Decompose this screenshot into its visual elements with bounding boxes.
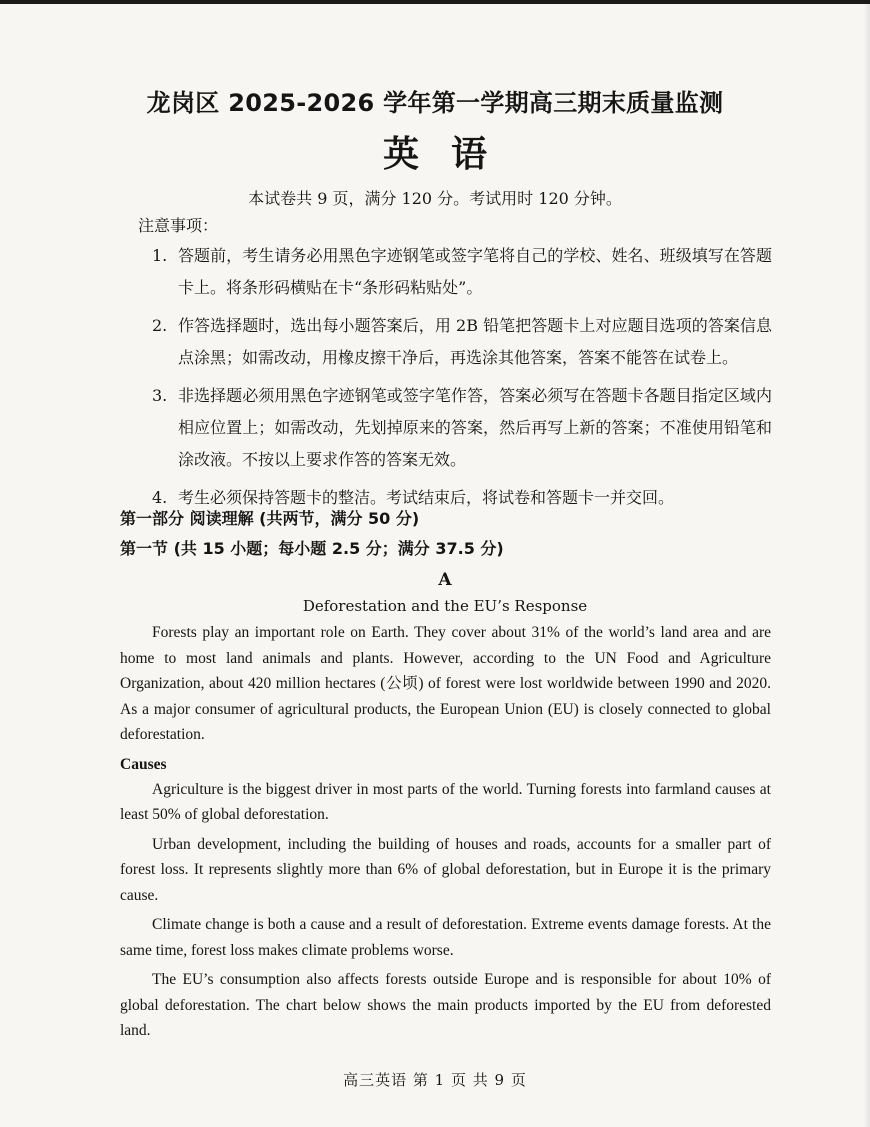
notice-item (152, 380, 772, 476)
notice-item (152, 240, 772, 304)
notice-item-text: 作答选择题时，选出每小题答案后，用 2B 铅笔把答题卡上对应题目选项的答案信息点涂黑；如需改动，用橡皮擦干净后，再选涂其他答案，答案不能答在试卷上。 (178, 316, 772, 367)
passage-label: A (438, 570, 452, 590)
notice-item-text: 考生必须保持答题卡的整洁。考试结束后，将试卷和答题卡一并交回。 (178, 488, 675, 507)
causes-urban-paragraph: Urban development, including the building of houses and roads, accounts for a smaller part of forest loss. It represents slightly more than 6% of global deforestation, but in Europe it is the primary cause. (120, 835, 771, 904)
exam-title: 龙岗区 2025-2026 学年第一学期高三期末质量监测 (146, 89, 724, 117)
causes-heading: Causes (120, 755, 167, 773)
part-heading: 第一部分 阅读理解 (共两节，满分 50 分) (120, 509, 420, 528)
causes-agriculture-paragraph: Agriculture is the biggest driver in most parts of the world. Turning forests into farmland causes at least 50% of global deforestation. (120, 780, 771, 823)
notice-item-text: 非选择题必须用黑色字迹钢笔或签字笔作答，答案必须写在答题卡各题目指定区域内相应位置上；如需改动，先划掉原来的答案，然后再写上新的答案；不准使用铅笔和涂改液。不按以上要求作答的答案无效。 (178, 386, 772, 469)
notice-item-text: 答题前，考生请务必用黑色字迹钢笔或签字笔将自己的学校、姓名、班级填写在答题卡上。将条形码横贴在卡“条形码粘贴处”。 (178, 246, 772, 297)
passage-intro-paragraph: Forests play an important role on Earth. They cover about 31% of the world’s land area and are home to most land animals and plants. However, according to the UN Food and Agriculture Organization, about 420 million hectares (公顷) of forest were lost worldwide between 1990 and 2020. As a major consumer of agricultural products, the European Union (EU) is closely connected to global deforestation. (120, 624, 771, 743)
subject-title: 英语 (382, 134, 519, 175)
notice-item-number: 2. (152, 316, 168, 335)
exam-info: 本试卷共 9 页，满分 120 分。考试用时 120 分钟。 (248, 189, 622, 208)
notice-item-number: 4. (152, 488, 168, 507)
notice-list (152, 240, 772, 520)
page-footer: 高三英语 第 1 页 共 9 页 (343, 1071, 527, 1089)
notice-item-number: 1. (152, 246, 168, 265)
notice-item (152, 310, 772, 374)
notice-item-number: 3. (152, 386, 168, 405)
passage-title: Deforestation and the EU’s Response (302, 597, 588, 615)
section-heading: 第一节 (共 15 小题；每小题 2.5 分；满分 37.5 分) (120, 539, 504, 558)
causes-climate-paragraph: Climate change is both a cause and a result of deforestation. Extreme events damage forests. At the same time, forest loss makes climate problems worse. (120, 916, 771, 959)
eu-consumption-paragraph: The EU’s consumption also affects forests outside Europe and is responsible for about 10% of global deforestation. The chart below shows the main products imported by the EU from deforested land. (120, 971, 771, 1039)
passage-body (120, 620, 771, 1048)
notice-heading: 注意事项： (138, 216, 219, 235)
